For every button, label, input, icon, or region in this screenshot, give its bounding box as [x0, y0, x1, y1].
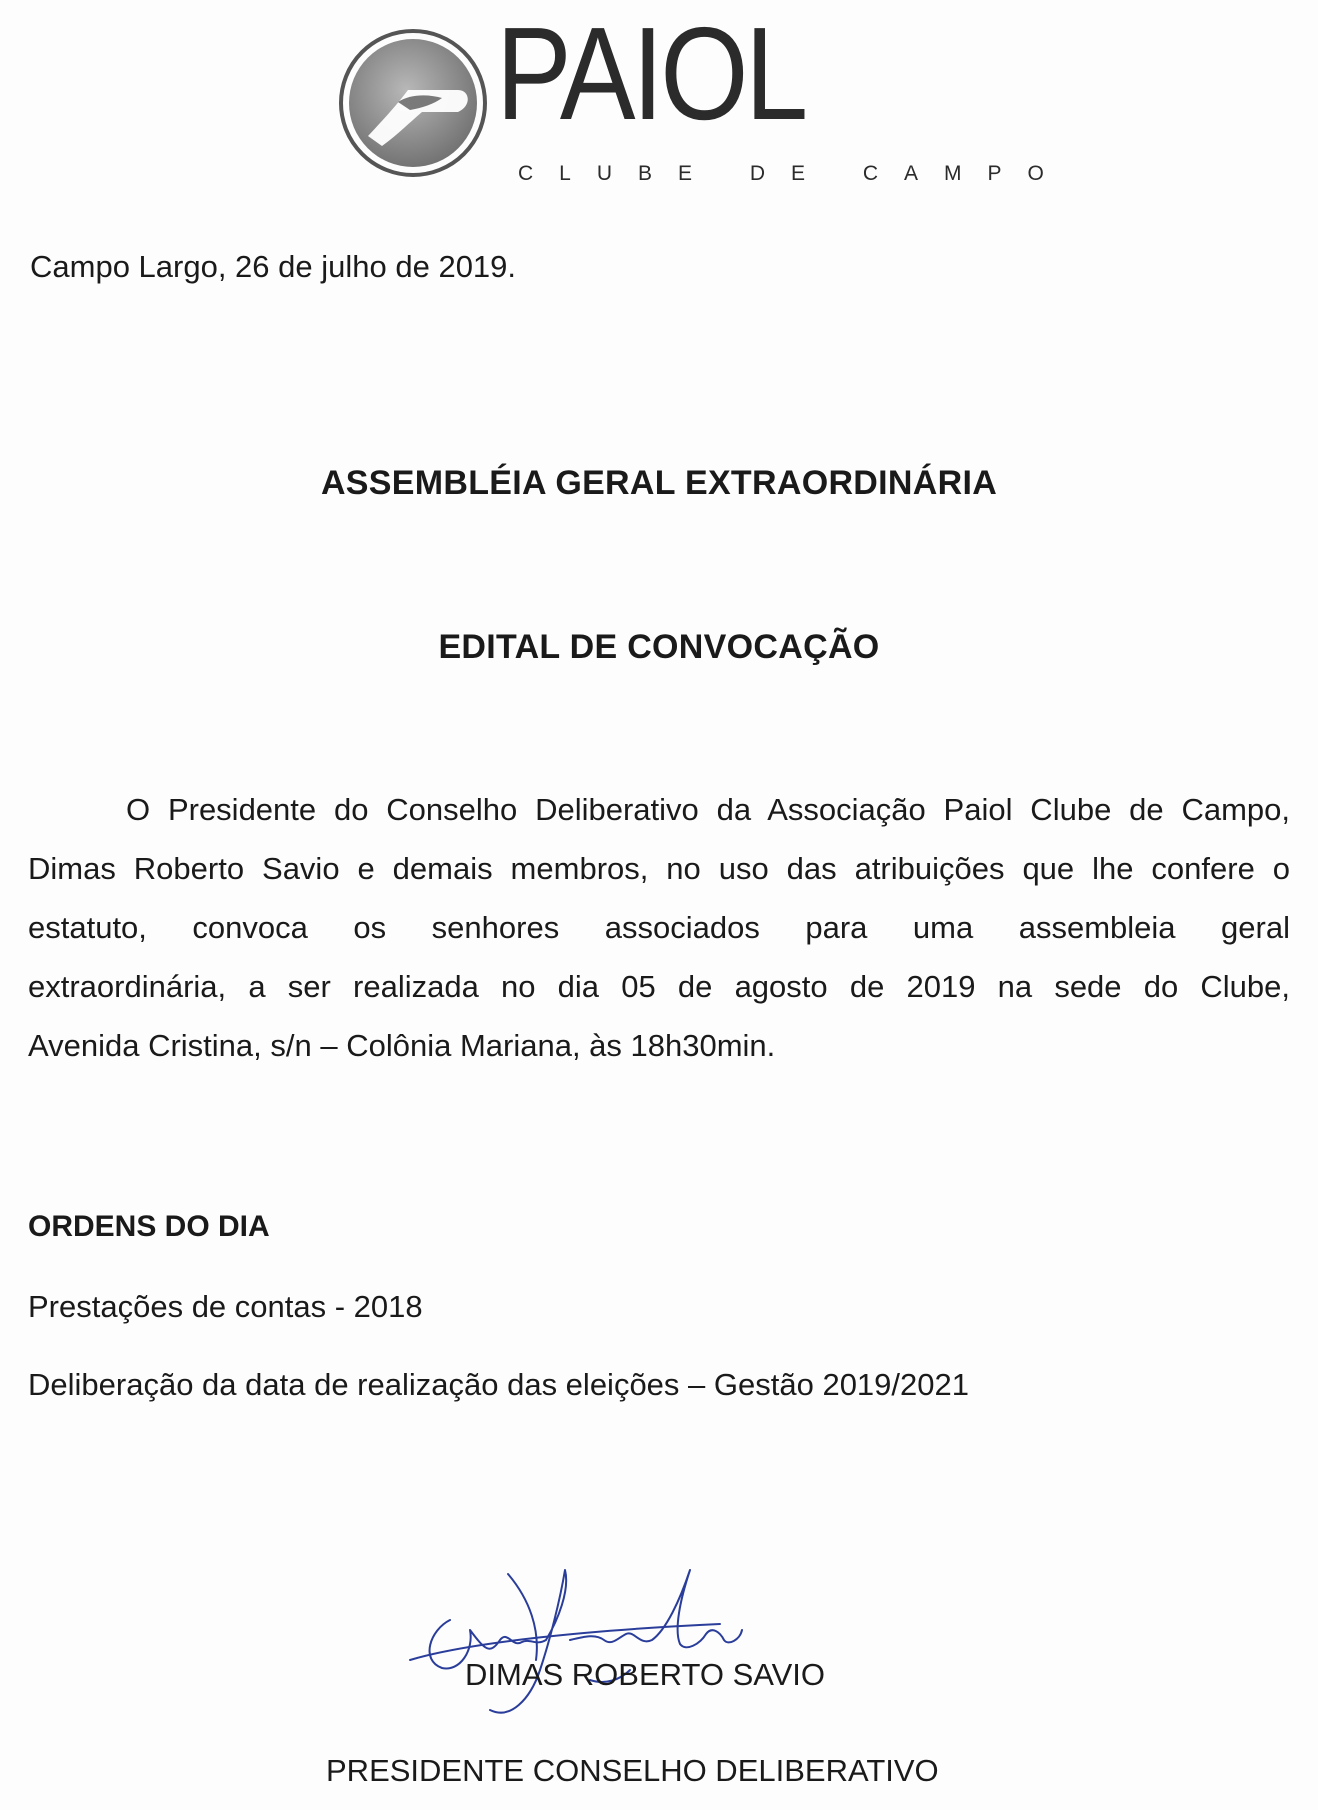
paragraph-line: extraordinária, a ser realizada no dia 05 de agosto de 2019 na sede do Clube,	[28, 969, 1290, 1004]
order-item: Prestações de contas - 2018	[28, 1289, 423, 1324]
logo-wordmark: PAIOL	[496, 0, 805, 147]
date-line: Campo Largo, 26 de julho de 2019.	[30, 249, 517, 284]
document-subtitle: EDITAL DE CONVOCAÇÃO	[438, 628, 880, 666]
signatory-role: PRESIDENTE CONSELHO DELIBERATIVO	[326, 1753, 939, 1788]
handwritten-signature	[390, 1560, 810, 1720]
paragraph-line: O Presidente do Conselho Deliberativo da Associação Paiol Clube de Campo,	[126, 792, 1290, 827]
club-logo	[338, 0, 1070, 197]
order-item: Deliberação da data de realização das eleições – Gestão 2019/2021	[28, 1367, 969, 1402]
paragraph-line: Avenida Cristina, s/n – Colônia Mariana, às 18h30min.	[28, 1028, 776, 1063]
convocation-paragraph	[28, 780, 1290, 1075]
orders-title: ORDENS DO DIA	[28, 1210, 270, 1243]
document-title: ASSEMBLÉIA GERAL EXTRAORDINÁRIA	[320, 464, 998, 502]
paragraph-line: estatuto, convoca os senhores associados para uma assembleia geral	[28, 910, 1290, 945]
paiol-emblem-icon	[338, 28, 488, 178]
signatory-name: DIMAS ROBERTO SAVIO	[465, 1657, 826, 1692]
paragraph-line: Dimas Roberto Savio e demais membros, no uso das atribuições que lhe confere o	[28, 851, 1290, 886]
logo-subtitle: CLUBE DE CAMPO	[518, 162, 1070, 185]
